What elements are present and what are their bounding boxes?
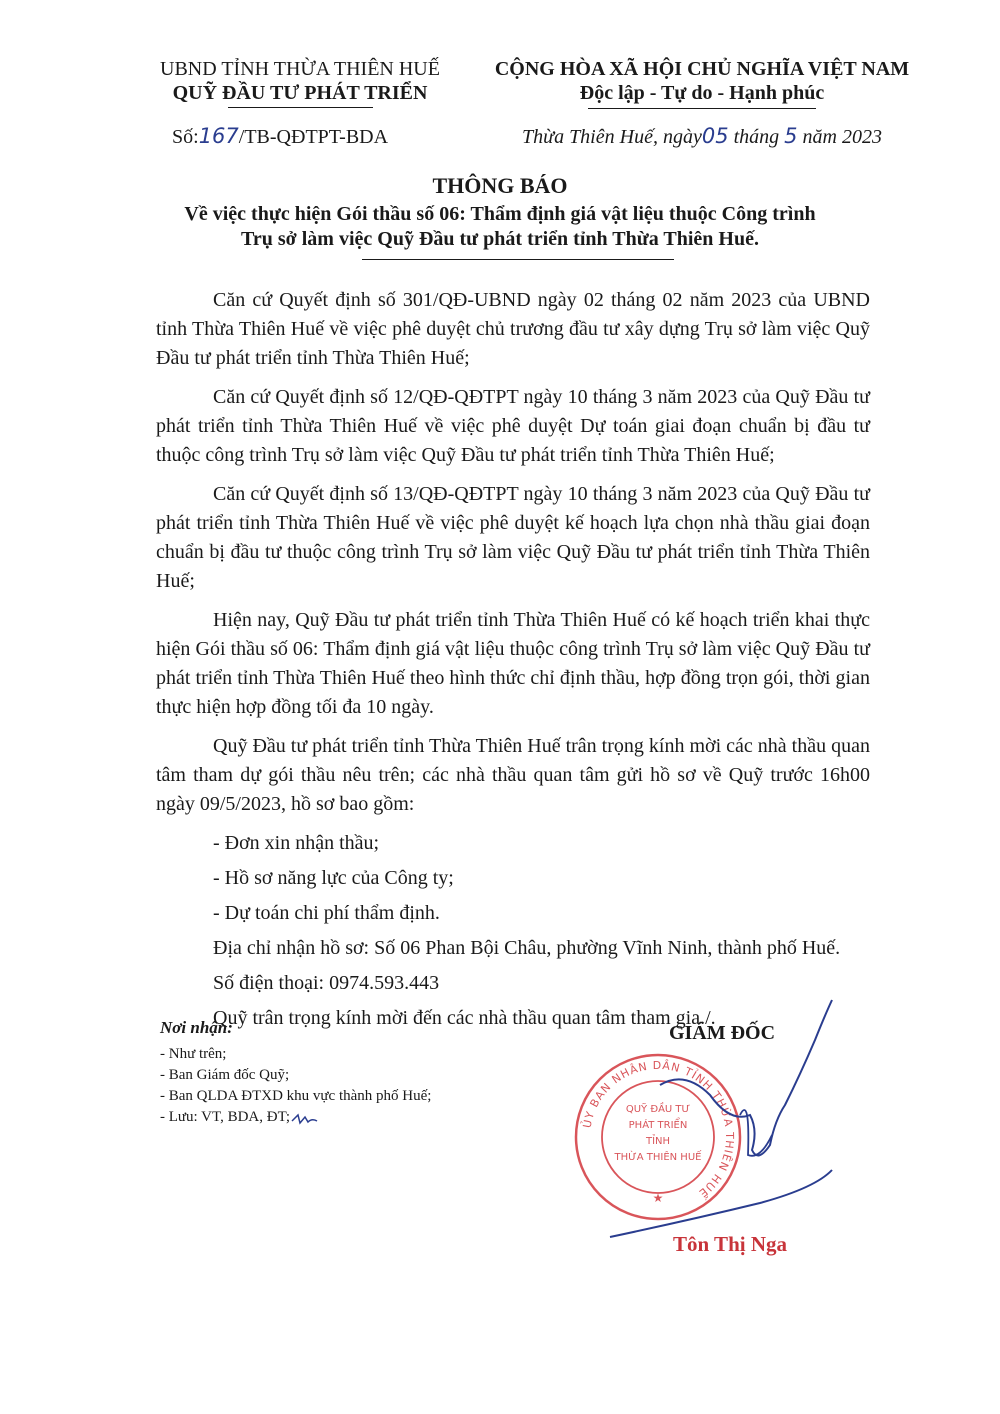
document-title: THÔNG BÁO bbox=[432, 173, 568, 198]
body-content bbox=[156, 286, 870, 1039]
recipient-item: - Ban Giám đốc Quỹ; bbox=[160, 1067, 290, 1083]
handwritten-doc-number: 167 bbox=[198, 124, 239, 148]
handwritten-signature bbox=[600, 995, 840, 1245]
svg-text:ỦY BAN NHÂN DÂN TỈNH THỪA THIÊ: ỦY BAN NHÂN DÂN TỈNH THỪA THIÊN HUẾ bbox=[580, 1058, 737, 1201]
document-item: - Dự toán chi phí thẩm định. bbox=[213, 902, 440, 924]
document-number: Số:167/TB-QĐTPT-BDA bbox=[172, 124, 389, 148]
motto-underline bbox=[588, 108, 816, 109]
national-motto: Độc lập - Tự do - Hạnh phúc bbox=[579, 82, 825, 104]
svg-text:★: ★ bbox=[652, 1191, 664, 1205]
paragraph-basis-1: Căn cứ Quyết định số 301/QĐ-UBND ngày 02 tháng 02 năm 2023 của UBND tỉnh Thừa Thiên Huế về việc phê duyệt chủ trương đầu tư xây dựng Trụ sở làm việc Quỹ Đầu tư phát triển tỉnh Thừa Thiên Huế; bbox=[156, 289, 870, 369]
svg-text:PHÁT TRIỂN: PHÁT TRIỂN bbox=[628, 1120, 688, 1131]
signer-position: GIÁM ĐỐC bbox=[668, 1022, 776, 1044]
document-item: - Hồ sơ năng lực của Công ty; bbox=[213, 867, 454, 889]
org-underline bbox=[228, 107, 373, 108]
svg-text:QUỸ ĐẦU TƯ: QUỸ ĐẦU TƯ bbox=[625, 1104, 691, 1115]
recipient-item: - Ban QLDA ĐTXD khu vực thành phố Huế; bbox=[160, 1088, 432, 1104]
recipients-title: Nơi nhận: bbox=[160, 1018, 233, 1037]
recipients-list bbox=[160, 1044, 431, 1128]
paragraph-invitation: Quỹ Đầu tư phát triển tỉnh Thừa Thiên Huế trân trọng kính mời các nhà thầu quan tâm tham dự gói thầu nêu trên; các nhà thầu quan tâm gửi hồ sơ về Quỹ trước 16h00 ngày 09/5/2023, hồ sơ bao gồm: bbox=[156, 735, 870, 815]
signer-name: Tôn Thị Nga bbox=[673, 1232, 787, 1256]
national-title: CỘNG HÒA XÃ HỘI CHỦ NGHĨA VIỆT NAM bbox=[494, 58, 910, 80]
org-name-line2: QUỸ ĐẦU TƯ PHÁT TRIỂN bbox=[172, 82, 428, 104]
paragraph-basis-3: Căn cứ Quyết định số 13/QĐ-QĐTPT ngày 10 tháng 3 năm 2023 của Quỹ Đầu tư phát triển tỉnh Thừa Thiên Huế về việc phê duyệt kế hoạch lựa chọn nhà thầu giai đoạn chuẩn bị đầu tư thuộc công trình Trụ sở làm việc Quỹ Đầu tư phát triển tỉnh Thừa Thiên Huế; bbox=[156, 483, 870, 592]
org-name-line1: UBND TỈNH THỪA THIÊN HUẾ bbox=[160, 58, 440, 80]
document-item: - Đơn xin nhận thầu; bbox=[213, 832, 380, 854]
title-underline bbox=[362, 259, 674, 260]
subject-line2: Trụ sở làm việc Quỹ Đầu tư phát triển tỉnh Thừa Thiên Huế. bbox=[241, 228, 759, 250]
svg-text:THỪA THIÊN HUẾ: THỪA THIÊN HUẾ bbox=[614, 1152, 702, 1163]
paragraph-basis-2: Căn cứ Quyết định số 12/QĐ-QĐTPT ngày 10 tháng 3 năm 2023 của Quỹ Đầu tư phát triển tỉnh Thừa Thiên Huế về việc phê duyệt Dự toán giai đoạn chuẩn bị đầu tư thuộc công trình Trụ sở làm việc Quỹ Đầu tư phát triển tỉnh Thừa Thiên Huế; bbox=[156, 386, 870, 466]
recipient-item: - Như trên; bbox=[160, 1046, 227, 1062]
handwritten-month: 5 bbox=[784, 124, 798, 148]
svg-text:TỈNH: TỈNH bbox=[645, 1136, 671, 1147]
phone-line: Số điện thoại: 0974.593.443 bbox=[213, 972, 440, 994]
handwritten-day: 05 bbox=[701, 124, 729, 148]
address-line: Địa chỉ nhận hồ sơ: Số 06 Phan Bội Châu, phường Vĩnh Ninh, thành phố Huế. bbox=[213, 937, 841, 959]
recipient-item: - Lưu: VT, BDA, ĐT; bbox=[160, 1107, 431, 1128]
date-line: Thừa Thiên Huế, ngày05 tháng 5 năm 2023 bbox=[522, 124, 882, 148]
subject-line1: Về việc thực hiện Gói thầu số 06: Thẩm định giá vật liệu thuộc Công trình bbox=[184, 203, 816, 225]
closing-line: Quỹ trân trọng kính mời đến các nhà thầu quan tâm tham gia./. bbox=[213, 1007, 716, 1029]
initials-scribble bbox=[290, 1111, 320, 1125]
paragraph-plan: Hiện nay, Quỹ Đầu tư phát triển tỉnh Thừa Thiên Huế có kế hoạch triển khai thực hiện Gói thầu số 06: Thẩm định giá vật liệu thuộc công trình Trụ sở làm việc Quỹ Đầu tư phát triển tỉnh Thừa Thiên Huế theo hình thức chỉ định thầu, hợp đồng trọn gói, thời gian thực hiện hợp đồng tối đa 10 ngày. bbox=[156, 609, 870, 718]
